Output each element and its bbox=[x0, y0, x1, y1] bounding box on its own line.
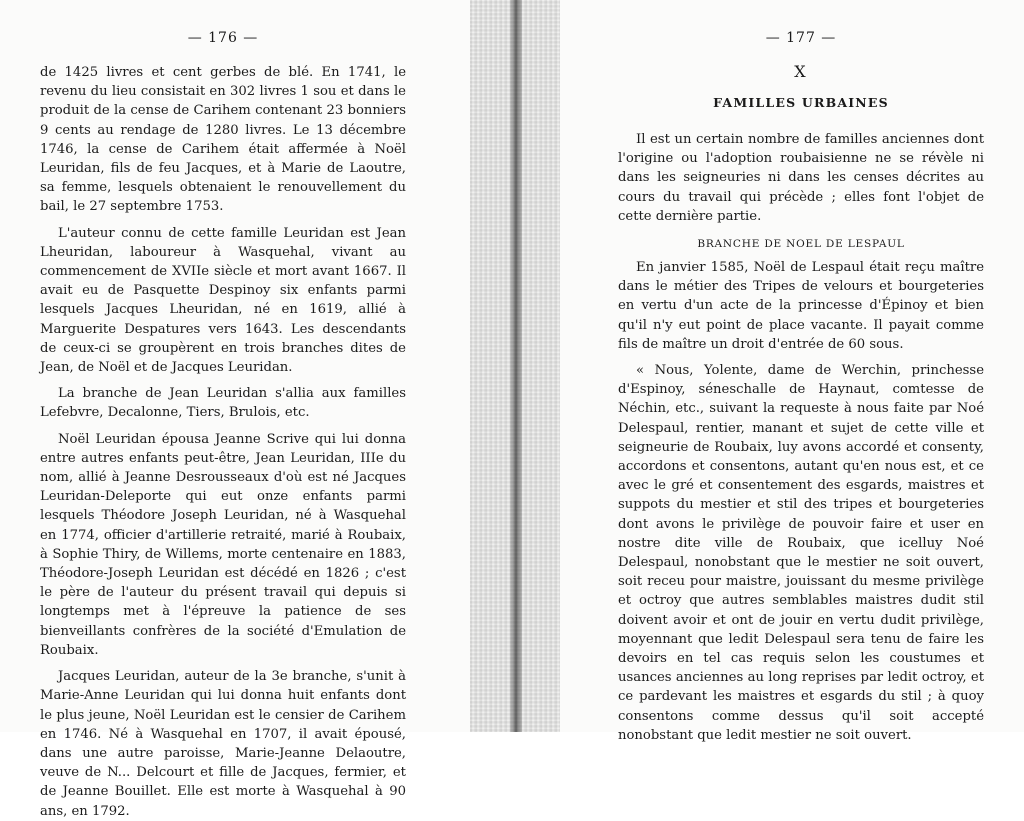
right-paragraph-1: En janvier 1585, Noël de Lespaul était reçu maître dans le métier des Tripes de velours et bourgeteries en vertu d'un acte de la princesse d'Épinoy et bien qu'il n'y eut point de place vacante. Il payait comme fils de maître un droit d'entrée de 60 sous. bbox=[618, 260, 984, 352]
right-page-number: — 177 — bbox=[765, 30, 837, 46]
left-paragraph-5: Jacques Leuridan, auteur de la 3e branche, s'unit à Marie-Anne Leuridan qui lui donna huit enfants dont le plus jeune, Noël Leuridan est le censier de Carihem en 1746. Né à Wasquehal en 1707, il avait épousé, dans une autre paroisse, Marie-Jeanne Delaoutre, veuve de N... Delcourt et fille de Jacques, fermier, et de Jeanne Bouillet. Elle est morte à Wasquehal à 90 ans, en 1792. bbox=[40, 669, 406, 819]
right-page bbox=[618, 0, 984, 743]
left-page-text bbox=[40, 63, 406, 821]
right-paragraph-2: « Nous, Yolente, dame de Werchin, princhesse d'Espinoy, séneschalle de Haynaut, comtesse de Néchin, etc., suivant la requeste à nous faite par Noé Delespaul, rentier, manant et sujet de cette ville et seigneurie de Roubaix, luy avons accordé et consenty, accordons et consentons, autant qu'en nous est, et ce avec le gré et consentement des esgards, maistres et suppots du mestier et stil des tripes et bourgeteries dont avons le privilège de pouvoir faire et user en nostre dite ville de Roubaix, que icelluy Noé Delespaul, nonobstant que le mestier ne soit ouvert, soit receu pour maistre, jouissant du mesme privilège et octroy que autres semblables maistres dudit stil doivent avoir et ont de jouir en vertu dudit privilège, moyennant que ledit Delespaul sera tenu de faire les devoirs en tel cas requis selon les coustumes et usances anciennes au long reprises par ledit octroy, et ce pardevant les maistres et esgards du stil ; à quoy consentons comme dessus qu'il soit accepté nonobstant que ledit mestier ne soit ouvert. bbox=[618, 363, 984, 743]
left-paragraph-2: L'auteur connu de cette famille Leuridan est Jean Lheuridan, laboureur à Wasquehal, vivant au commencement de XVIIe siècle et mort avant 1667. Il avait eu de Pasquette Despinoy six enfants parmi lesquels Jacques Lheuridan, né en 1619, allié à Marguerite Despatures vers 1643. Les descendants de ceux-ci se groupèrent en trois branches dites de Jean, de Noël et de Jacques Leuridan. bbox=[40, 225, 406, 376]
left-page-number: — 176 — bbox=[187, 30, 259, 46]
left-page bbox=[40, 0, 406, 819]
book-gutter bbox=[470, 0, 560, 732]
section-title: BRANCHE DE NOEL DE LESPAUL bbox=[697, 238, 905, 251]
chapter-number: X bbox=[794, 62, 808, 81]
gutter-fold-shadow bbox=[510, 0, 522, 732]
left-paragraph-4: Noël Leuridan épousa Jeanne Scrive qui lui donna entre autres enfants peut-être, Jean Leuridan, IIIe du nom, allié à Jeanne Desrousseaux d'où est né Jacques Leuridan-Deleporte qui eut onze enfants parmi lesquels Théodore Joseph Leuridan, né à Wasquehal en 1774, officier d'artillerie retraité, marié à Roubaix, à Sophie Thiry, de Willems, morte centenaire en 1883, Théodore-Joseph Leuridan est décédé en 1826 ; c'est le père de l'auteur du présent travail qui depuis si longtemps met à l'épreuve la patience de ses bienveillants confrères de la société d'Emulation de Roubaix. bbox=[40, 431, 406, 658]
left-paragraph-1: de 1425 livres et cent gerbes de blé. En 1741, le revenu du lieu consistait en 302 livres 1 sou et dans le produit de la cense de Carihem contenant 23 bonniers 9 cents au rendage de 1280 livres. Le 13 décembre 1746, la cense de Carihem était affermée à Noël Leuridan, fils de feu Jacques, et à Marie de Laoutre, sa femme, lesquels obtenaient le renouvellement du bail, le 27 septembre 1753. bbox=[40, 65, 406, 215]
chapter-title: FAMILLES URBAINES bbox=[713, 95, 889, 110]
right-intro-paragraph: Il est un certain nombre de familles anciennes dont l'origine ou l'adoption roubaisienne ne se révèle ni dans les seigneuries ni dans les censes décrites au cours du travail qui précède ; elles font l'objet de cette dernière partie. bbox=[618, 132, 984, 224]
left-paragraph-3: La branche de Jean Leuridan s'allia aux familles Lefebvre, Decalonne, Tiers, Brulois, etc. bbox=[40, 386, 406, 421]
right-page-text bbox=[618, 130, 984, 745]
